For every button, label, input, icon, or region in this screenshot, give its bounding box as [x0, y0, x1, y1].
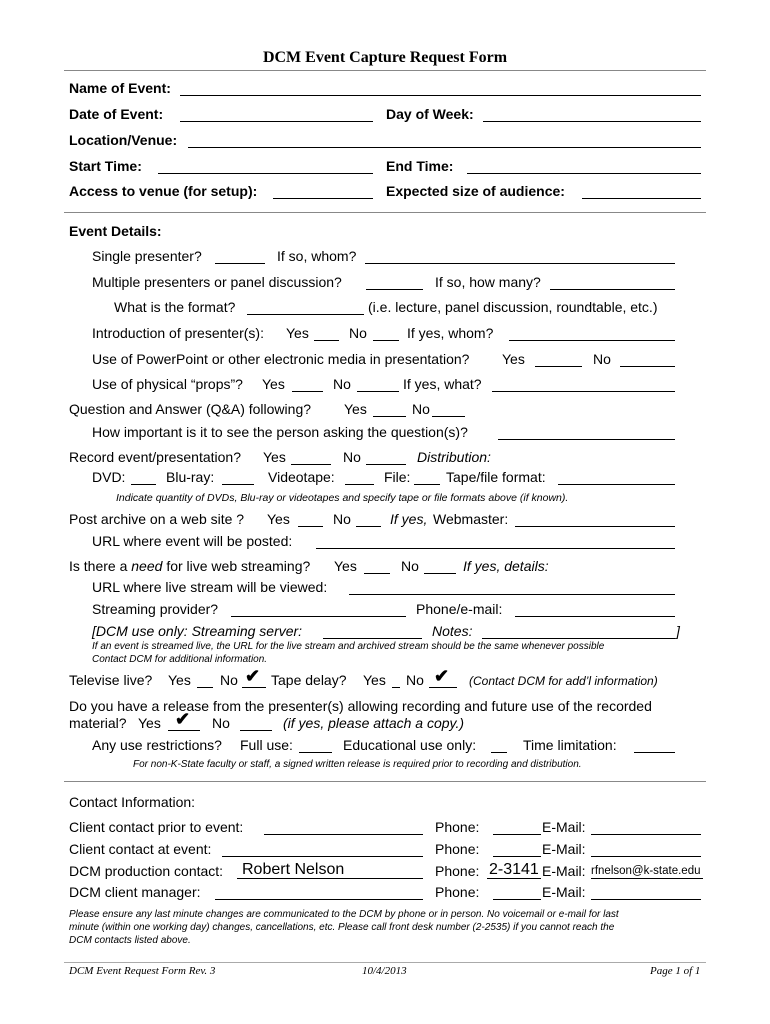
record-no-label: No: [343, 449, 361, 465]
dcm-production-contact-email: rfnelson@k-state.edu: [591, 865, 701, 877]
client-contact-prior-email-field[interactable]: [591, 834, 701, 835]
educational-use-label: Educational use only:: [343, 737, 477, 753]
post-archive-label: Post archive on a web site ?: [69, 511, 245, 527]
single-presenter-whom-field[interactable]: [365, 263, 675, 264]
live-stream-details-label: If yes, details:: [463, 558, 549, 574]
intro-whom-field[interactable]: [509, 340, 675, 341]
access-label: Access to venue (for setup):: [69, 183, 258, 199]
distribution-label: Distribution:: [417, 449, 491, 465]
live-stream-no-label: No: [401, 558, 419, 574]
client-contact-at-event-phone-field[interactable]: [493, 856, 541, 857]
tape-format-field[interactable]: [558, 484, 675, 485]
title-divider: [64, 70, 706, 71]
dcm-client-manager-name-field[interactable]: [215, 899, 423, 900]
file-label: File:: [384, 469, 411, 485]
webmaster-label: Webmaster:: [433, 511, 509, 527]
post-archive-no-label: No: [333, 511, 351, 527]
footer-page-number: Page 1 of 1: [650, 965, 701, 977]
props-what-field[interactable]: [492, 391, 675, 392]
powerpoint-yes-field[interactable]: [535, 366, 582, 367]
educational-use-field[interactable]: [491, 752, 507, 753]
release-no-label: No: [212, 715, 230, 731]
phone-email-field[interactable]: [515, 616, 675, 617]
url-live-field[interactable]: [349, 594, 675, 595]
record-label: Record event/presentation?: [69, 449, 241, 465]
start-time-label: Start Time:: [69, 158, 142, 174]
time-limitation-label: Time limitation:: [523, 737, 617, 753]
contact-phone-label: Phone:: [435, 884, 480, 900]
streaming-provider-label: Streaming provider?: [92, 601, 219, 617]
contact-email-label: E-Mail:: [542, 884, 586, 900]
time-limitation-field[interactable]: [634, 752, 675, 753]
url-live-label: URL where live stream will be viewed:: [92, 579, 328, 595]
stream-note-line1: If an event is streamed live, the URL for the live stream and archived stream should be the same whenever possible: [92, 641, 605, 652]
closing-note-line2: minute (within one working day) changes, cancellations, etc. Please call front desk number (2-2535) if you cannot reach the: [69, 922, 615, 933]
date-of-event-label: Date of Event:: [69, 106, 164, 122]
full-use-label: Full use:: [240, 737, 293, 753]
qa-label: Question and Answer (Q&A) following?: [69, 401, 312, 417]
audience-label: Expected size of audience:: [386, 183, 565, 199]
record-yes-field[interactable]: [291, 464, 331, 465]
intro-presenter-label: Introduction of presenter(s):: [92, 325, 264, 341]
post-archive-yes-label: Yes: [267, 511, 290, 527]
televise-no-field[interactable]: [242, 687, 266, 688]
powerpoint-yes-label: Yes: [502, 351, 525, 367]
release-question-line1: Do you have a release from the presenter(s) allowing recording and future use of the recorded: [69, 698, 652, 714]
videotape-label: Videotape:: [268, 469, 335, 485]
record-yes-label: Yes: [263, 449, 286, 465]
access-field[interactable]: [273, 198, 373, 199]
televise-yes-label: Yes: [168, 672, 191, 688]
page-title: DCM Event Capture Request Form: [262, 49, 508, 66]
bluray-label: Blu-ray:: [166, 469, 215, 485]
client-contact-at-event-email-field[interactable]: [591, 856, 701, 857]
qa-no-label: No: [412, 401, 430, 417]
tape-delay-label: Tape delay?: [271, 672, 347, 688]
section-divider: [64, 212, 706, 213]
qa-yes-label: Yes: [344, 401, 367, 417]
if-so-whom-label: If so, whom?: [277, 248, 357, 264]
audience-field[interactable]: [582, 198, 701, 199]
restrictions-label: Any use restrictions?: [92, 737, 222, 753]
release-yes-check-icon: ✔: [175, 709, 191, 729]
quantity-note: Indicate quantity of DVDs, Blu-ray or videotapes and specify tape or file formats above (if known).: [116, 492, 569, 504]
url-posted-field[interactable]: [316, 548, 675, 549]
contact-phone-label: Phone:: [435, 863, 480, 879]
location-field[interactable]: [188, 147, 701, 148]
format-examples: (i.e. lecture, panel discussion, roundtable, etc.): [368, 299, 658, 315]
live-stream-no-field[interactable]: [424, 573, 456, 574]
footer-form-revision: DCM Event Request Form Rev. 3: [69, 965, 216, 977]
props-no-field[interactable]: [357, 391, 399, 392]
televise-no-check-icon: ✔: [245, 666, 261, 686]
end-time-field[interactable]: [467, 173, 701, 174]
live-stream-yes-field[interactable]: [364, 573, 390, 574]
props-no-label: No: [333, 376, 351, 392]
notes-label: Notes:: [432, 623, 473, 639]
client-contact-prior-phone-field[interactable]: [493, 834, 541, 835]
tape-delay-no-check-icon: ✔: [434, 666, 450, 686]
name-of-event-label: Name of Event:: [69, 80, 171, 96]
dcm-production-contact-phone: 2-3141: [489, 861, 539, 878]
dcm-client-manager-label: DCM client manager:: [69, 884, 201, 900]
footer-date: 10/4/2013: [362, 965, 407, 977]
event-details-heading: Event Details:: [69, 223, 162, 239]
client-contact-at-event-label: Client contact at event:: [69, 841, 212, 857]
televise-label: Televise live?: [69, 672, 153, 688]
webmaster-field[interactable]: [515, 526, 675, 527]
contact-heading: Contact Information:: [69, 794, 196, 810]
televise-yes-field[interactable]: [197, 687, 213, 688]
post-archive-if-yes: If yes,: [390, 511, 428, 527]
live-stream-yes-label: Yes: [334, 558, 357, 574]
contact-phone-label: Phone:: [435, 819, 480, 835]
post-archive-yes-field[interactable]: [298, 526, 323, 527]
intro-if-yes-whom-label: If yes, whom?: [407, 325, 494, 341]
format-field[interactable]: [247, 314, 364, 315]
release-no-field[interactable]: [240, 730, 272, 731]
dvd-label: DVD:: [92, 469, 126, 485]
release-yes-label: Yes: [138, 715, 161, 731]
props-yes-label: Yes: [262, 376, 285, 392]
videotape-field[interactable]: [345, 484, 374, 485]
file-field[interactable]: [414, 484, 440, 485]
tape-delay-no-field[interactable]: [429, 687, 457, 688]
end-time-label: End Time:: [386, 158, 454, 174]
contact-dcm-note: (Contact DCM for add’l information): [469, 674, 658, 688]
name-of-event-field[interactable]: [180, 95, 701, 96]
closing-note-line3: DCM contacts listed above.: [69, 935, 191, 946]
contact-email-label: E-Mail:: [542, 841, 586, 857]
dvd-field[interactable]: [131, 484, 156, 485]
dcm-client-manager-phone-field[interactable]: [493, 899, 541, 900]
streaming-server-field[interactable]: [323, 638, 422, 639]
start-time-field[interactable]: [158, 173, 373, 174]
notes-field[interactable]: [482, 638, 675, 639]
phone-email-label: Phone/e-mail:: [416, 601, 503, 617]
props-label: Use of physical “props”?: [92, 376, 243, 392]
contact-email-label: E-Mail:: [542, 819, 586, 835]
dcm-production-contact-name: Robert Nelson: [242, 861, 345, 878]
single-presenter-label: Single presenter?: [92, 248, 202, 264]
powerpoint-label: Use of PowerPoint or other electronic media in presentation?: [92, 351, 470, 367]
non-kstate-note: For non-K-State faculty or staff, a signed written release is required prior to recording and distribution.: [133, 759, 582, 770]
intro-no-label: No: [349, 325, 367, 341]
client-contact-prior-name-field[interactable]: [264, 834, 423, 835]
powerpoint-no-label: No: [593, 351, 611, 367]
contact-email-label: E-Mail:: [542, 863, 586, 879]
multiple-presenters-label: Multiple presenters or panel discussion?: [92, 274, 342, 290]
single-presenter-field[interactable]: [215, 263, 265, 264]
tape-format-label: Tape/file format:: [446, 469, 546, 485]
date-of-event-field[interactable]: [180, 121, 373, 122]
tape-delay-yes-field[interactable]: [392, 687, 400, 688]
location-label: Location/Venue:: [69, 132, 178, 148]
qa-no-field[interactable]: [432, 416, 465, 417]
day-of-week-label: Day of Week:: [386, 106, 474, 122]
client-contact-at-event-name-field[interactable]: [222, 856, 423, 857]
footer-divider: [64, 962, 706, 963]
client-contact-prior-label: Client contact prior to event:: [69, 819, 244, 835]
release-yes-field[interactable]: [168, 730, 200, 731]
importance-label: How important is it to see the person asking the question(s)?: [92, 424, 468, 440]
dcm-production-contact-label: DCM production contact:: [69, 863, 224, 879]
dcm-production-contact-email-field[interactable]: [591, 878, 703, 879]
release-question-line2: material?: [69, 715, 127, 731]
contact-divider: [64, 781, 706, 782]
intro-yes-label: Yes: [286, 325, 309, 341]
attach-copy-note: (if yes, please attach a copy.): [283, 715, 465, 731]
tape-delay-yes-label: Yes: [363, 672, 386, 688]
contact-phone-label: Phone:: [435, 841, 480, 857]
intro-yes-field[interactable]: [314, 340, 339, 341]
live-stream-label: Is there a need for live web streaming?: [69, 558, 311, 574]
props-yes-field[interactable]: [292, 391, 323, 392]
notes-close-bracket: ]: [676, 623, 680, 639]
qa-yes-field[interactable]: [373, 416, 406, 417]
post-archive-no-field[interactable]: [356, 526, 381, 527]
full-use-field[interactable]: [299, 752, 332, 753]
intro-no-field[interactable]: [373, 340, 399, 341]
if-so-how-many-label: If so, how many?: [435, 274, 541, 290]
closing-note-line1: Please ensure any last minute changes are communicated to the DCM by phone or in person. No voicemail or e-mail for last: [69, 909, 619, 920]
multiple-presenters-field[interactable]: [366, 289, 423, 290]
powerpoint-no-field[interactable]: [620, 366, 675, 367]
props-if-yes-what-label: If yes, what?: [403, 376, 482, 392]
stream-note-line2: Contact DCM for additional information.: [92, 654, 268, 665]
bluray-field[interactable]: [222, 484, 254, 485]
tape-delay-no-label: No: [406, 672, 424, 688]
url-posted-label: URL where event will be posted:: [92, 533, 293, 549]
importance-field[interactable]: [498, 439, 675, 440]
format-label: What is the format?: [114, 299, 236, 315]
how-many-field[interactable]: [550, 289, 675, 290]
record-no-field[interactable]: [366, 464, 406, 465]
dcm-use-only-label: [DCM use only: Streaming server:: [92, 623, 303, 639]
day-of-week-field[interactable]: [483, 121, 701, 122]
televise-no-label: No: [220, 672, 238, 688]
dcm-client-manager-email-field[interactable]: [591, 899, 701, 900]
streaming-provider-field[interactable]: [231, 616, 406, 617]
